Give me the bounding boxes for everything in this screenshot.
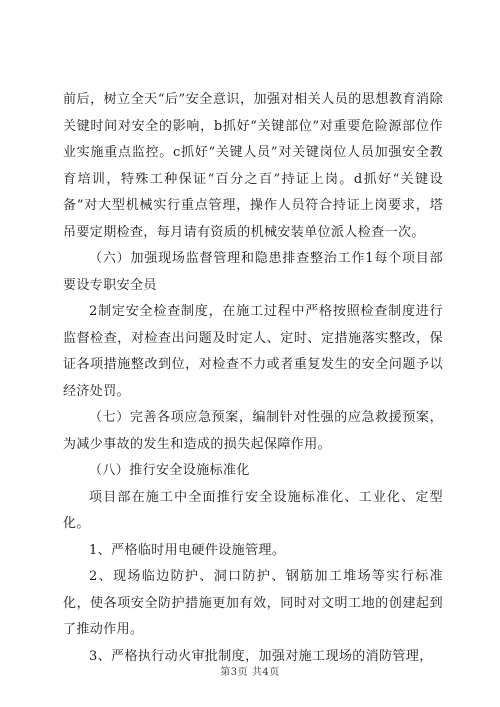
paragraph-key-points: 前后，树立全天“后”安全意识，加强对相关人员的思想教育消除关键时间对安全的影响，b抓好“关键部位”对重要危险源部位作业实施重点监控。c抓好“关键人员”对关键岗位人员加强安全教育培训，特殊工种保证“百分之百”持证上岗。d抓好“关键设备”对大型机械实行重点管理，操作人员符合持证上岗要求，塔吊要定期检查，每月请有资质的机械安装单位派人检查一次。 [63,92,443,240]
paragraph-item-2: 2、现场临边防护、洞口防护、钢筋加工堆场等实行标准化，使各项安全防护措施更加有效，同时对文明工地的创建起到了推动作用。 [63,569,443,637]
paragraph-section-7: （七）完善各项应急预案，编制针对性强的应急救援预案，为减少事故的发生和造成的损失起保障作用。 [63,410,443,452]
paragraph-item-3: 3、严格执行动火审批制度，加强对施工现场的消防管理， [89,648,433,664]
paragraph-section-8: （八）推行安全设施标准化 [89,463,250,478]
paragraph-item-1: 1、严格临时用电硬件设施管理。 [89,542,286,558]
paragraph-section-6: （六）加强现场监督管理和隐患排查整治工作1每个项目部要设专职安全员 [63,251,443,293]
page-number-footer: 第3页 共4页 [220,667,280,678]
page-body [63,87,443,670]
paragraph-inspection-system: 2制定安全检查制度，在施工过程中严格按照检查制度进行监督检查，对检查出问题及时定人、定时、定措施落实整改，保证各项措施整改到位，对检查不力或者重复发生的安全问题予以经济处罚。 [63,304,443,399]
paragraph-standardization: 项目部在施工中全面推行安全设施标准化、工业化、定型化。 [63,489,443,531]
